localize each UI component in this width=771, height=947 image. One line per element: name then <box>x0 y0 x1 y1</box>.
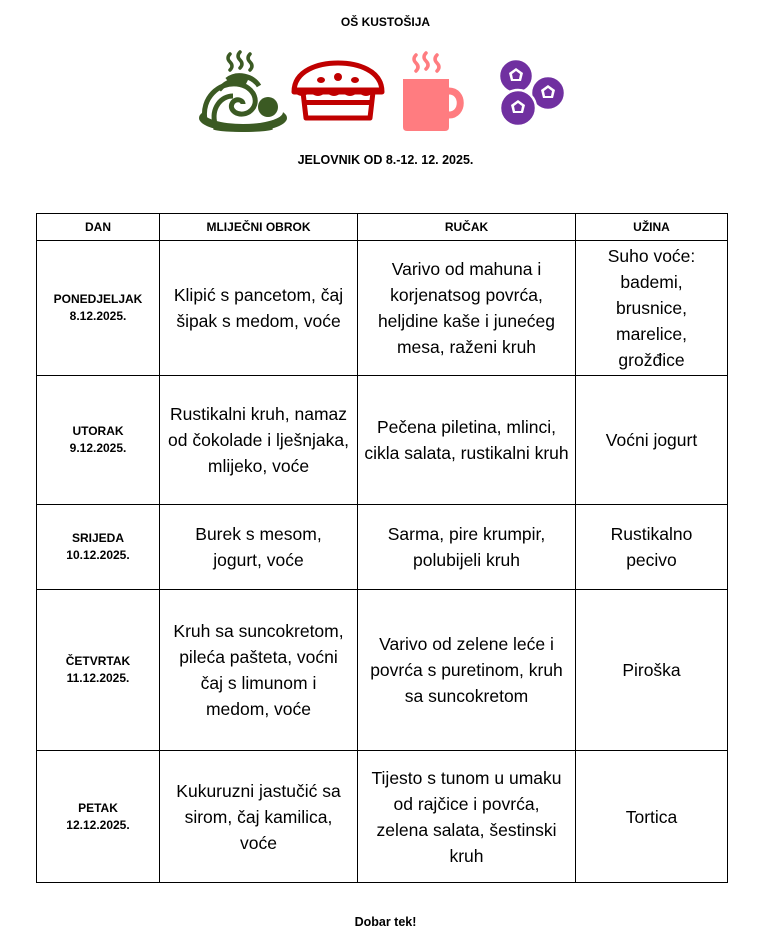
dairy-meal-cell: Burek s mesom, jogurt, voće <box>160 505 358 590</box>
day-name: PETAK <box>78 800 118 815</box>
table-row <box>37 590 728 751</box>
day-cell <box>37 751 160 883</box>
dairy-meal-cell: Klipić s pancetom, čaj šipak s medom, voće <box>160 241 358 376</box>
day-date: 10.12.2025. <box>66 548 130 562</box>
header-lunch: RUČAK <box>358 214 576 241</box>
hot-mug-icon <box>400 51 468 133</box>
day-name: UTORAK <box>72 424 124 438</box>
day-date: 11.12.2025. <box>66 671 130 685</box>
lunch-cell: Varivo od zelene leće i povrća s puretinom, kruh sa suncokretom <box>358 590 576 751</box>
table-row <box>37 376 728 505</box>
dairy-meal-cell: Kruh sa suncokretom, pileća pašteta, voćni čaj s limunom i medom, voće <box>160 590 358 751</box>
lunch-cell: Sarma, pire krumpir, polubijeli kruh <box>358 505 576 590</box>
day-name: SRIJEDA <box>71 531 124 545</box>
snack-cell: Suho voće: bademi, brusnice, marelice, grožđice <box>576 241 728 376</box>
lunch-cell: Tijesto s tunom u umaku od rajčice i povrća, zelena salata, šestinski kruh <box>358 751 576 883</box>
lunch-cell: Pečena piletina, mlinci, cikla salata, rustikalni kruh <box>358 376 576 505</box>
day-cell <box>37 376 160 505</box>
lunch-cell: Varivo od mahuna i korjenatsog povrća, heljdine kaše i junećeg mesa, raženi kruh <box>358 241 576 376</box>
table-header-row <box>37 214 728 241</box>
day-cell <box>37 590 160 751</box>
dairy-meal-cell: Rustikalni kruh, namaz od čokolade i lješnjaka, mlijeko, voće <box>160 376 358 505</box>
footer-greeting: Dobar tek! <box>354 915 417 929</box>
day-date: 12.12.2025. <box>66 817 130 832</box>
day-cell <box>37 505 160 590</box>
snack-cell: Rustikalno pecivo <box>576 505 728 590</box>
header-dairy-meal: MLIJEČNI OBROK <box>160 214 358 241</box>
snack-cell: Tortica <box>576 751 728 883</box>
day-name: PONEDJELJAK <box>53 292 143 306</box>
header-snack: UŽINA <box>576 214 728 241</box>
pie-icon <box>289 60 387 122</box>
table-row <box>37 241 728 376</box>
snack-cell: Piroška <box>576 590 728 751</box>
day-date: 8.12.2025. <box>69 309 127 323</box>
food-icons-row <box>0 48 771 138</box>
snack-cell: Voćni jogurt <box>576 376 728 505</box>
day-date: 9.12.2025. <box>69 441 127 455</box>
menu-table <box>36 213 728 883</box>
day-cell <box>37 241 160 376</box>
spaghetti-plate-icon <box>197 50 289 134</box>
table-row <box>37 751 728 883</box>
day-name: ČETVRTAK <box>65 654 131 668</box>
blueberries-icon <box>495 58 567 128</box>
table-row <box>37 505 728 590</box>
header-day: DAN <box>37 214 160 241</box>
school-name: OŠ KUSTOŠIJA <box>340 15 431 29</box>
menu-title: JELOVNIK OD 8.-12. 12. 2025. <box>297 153 474 167</box>
dairy-meal-cell: Kukuruzni jastučić sa sirom, čaj kamilica, voće <box>160 751 358 883</box>
